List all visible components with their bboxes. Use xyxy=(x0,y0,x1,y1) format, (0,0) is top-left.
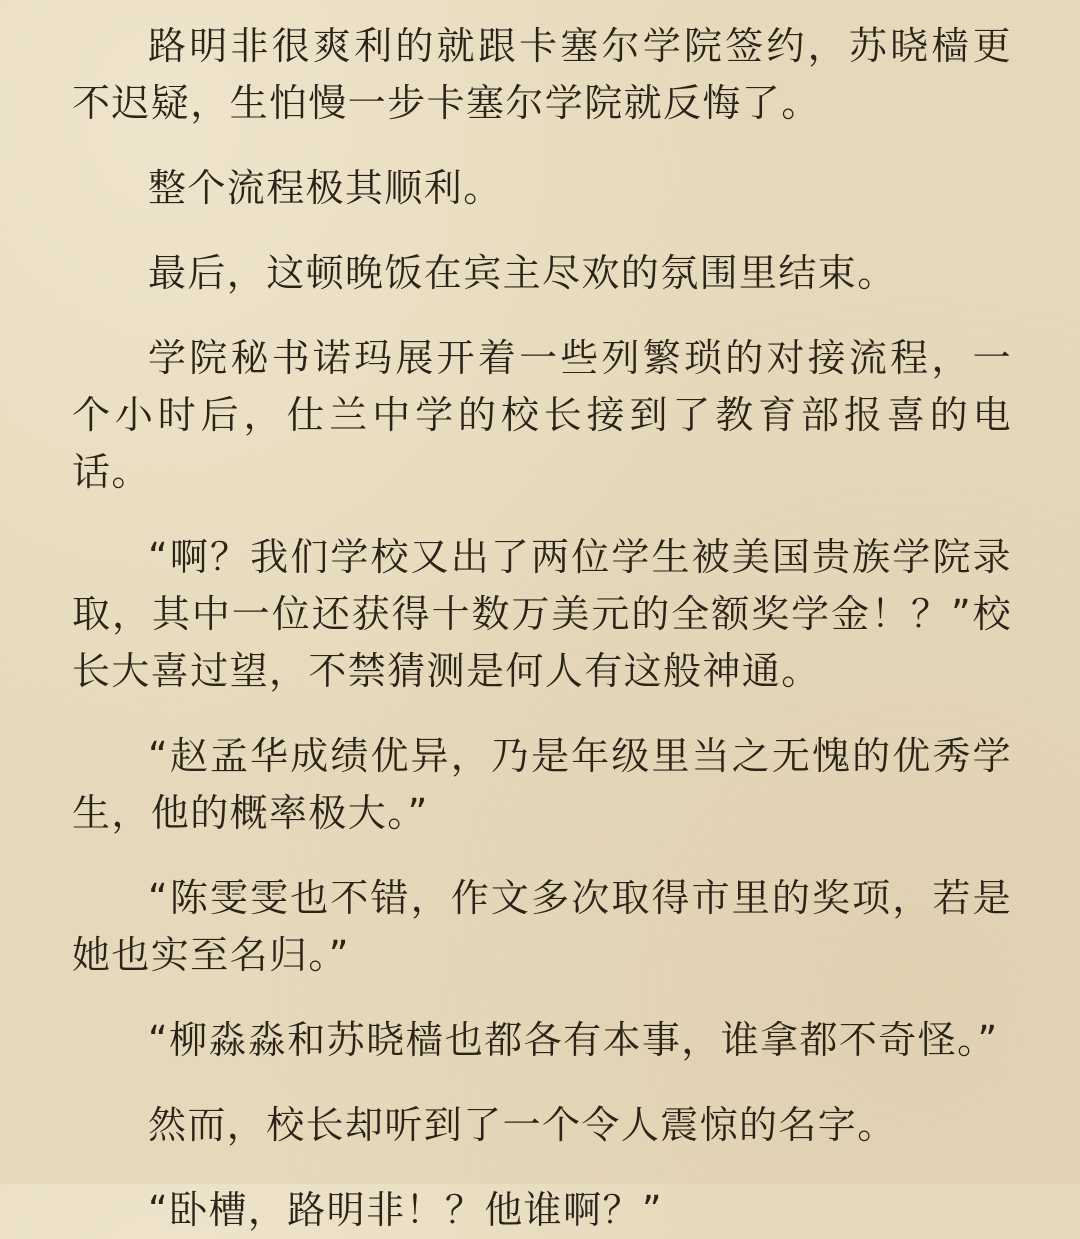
paragraph-7: “陈雯雯也不错，作文多次取得市里的奖项，若是她也实至名归。” xyxy=(72,876,1012,977)
paragraph-6: “赵孟华成绩优异，乃是年级里当之无愧的优秀学生，他的概率极大。” xyxy=(72,734,1012,835)
reader-page[interactable] xyxy=(72,18,1012,1232)
paragraph-10: “卧槽，路明非！？他谁啊？” xyxy=(148,1188,663,1232)
paragraph-8: “柳淼淼和苏晓樯也都各有本事，谁拿都不奇怪。” xyxy=(148,1018,999,1062)
paragraph-3: 最后，这顿晚饭在宾主尽欢的氛围里结束。 xyxy=(148,251,897,295)
paragraph-1: 路明非很爽利的就跟卡塞尔学院签约，苏晓樯更不迟疑，生怕慢一步卡塞尔学院就反悔了。 xyxy=(72,24,1012,125)
paragraph-9: 然而，校长却听到了一个令人震惊的名字。 xyxy=(148,1103,897,1147)
paragraph-2: 整个流程极其顺利。 xyxy=(148,166,503,210)
paragraph-4: 学院秘书诺玛展开着一些列繁琐的对接流程，一个小时后，仕兰中学的校长接到了教育部报喜的电话。 xyxy=(72,336,1012,494)
paragraph-5: “啊？我们学校又出了两位学生被美国贵族学院录取，其中一位还获得十数万美元的全额奖学金！？”校长大喜过望，不禁猜测是何人有这般神通。 xyxy=(72,535,1012,693)
